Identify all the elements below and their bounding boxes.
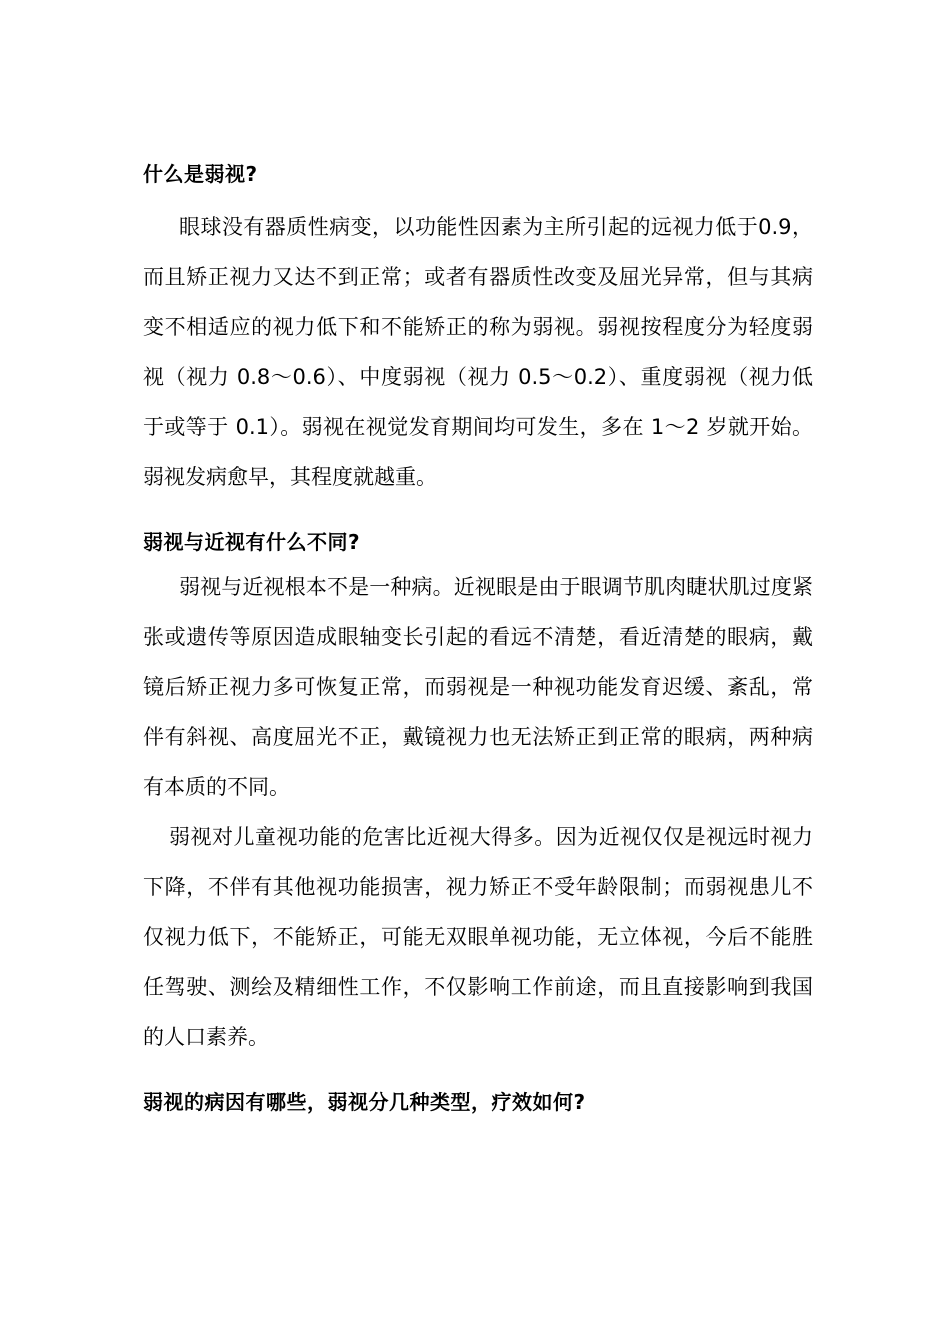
section-heading-what-is-amblyopia: 什么是弱视?: [143, 162, 258, 186]
document-body: [143, 154, 813, 1122]
paragraph-difference: 弱视与近视根本不是一种病。近视眼是由于眼调节肌肉睫状肌过度紧张或遗传等原因造成眼轴变长引起的看远不清楚，看近清楚的眼病，戴镜后矫正视力多可恢复正常，而弱视是一种视功能发育迟缓、紊乱，常伴有斜视、高度屈光不正，戴镜视力也无法矫正到正常的眼病，两种病有本质的不同。: [143, 575, 813, 799]
paragraph-harm: 弱视对儿童视功能的危害比近视大得多。因为近视仅仅是视远时视力下降，不伴有其他视功能损害，视力矫正不受年龄限制；而弱视患儿不仅视力低下，不能矫正，可能无双眼单视功能，无立体视，今后不能胜任驾驶、测绘及精细性工作，不仅影响工作前途，而且直接影响到我国的人口素养。: [143, 825, 813, 1049]
paragraph-amblyopia-definition: 眼球没有器质性病变，以功能性因素为主所引起的远视力低于0.9，而且矫正视力又达不到正常；或者有器质性改变及屈光异常，但与其病变不相适应的视力低下和不能矫正的称为弱视。弱视按程度分为轻度弱视（视力 0.8～0.6）、中度弱视（视力 0.5～0.2）、重度弱视（视力低于或等于 0.1）。弱视在视觉发育期间均可发生，多在 1～2 岁就开始。弱视发病愈早，其程度就越重。: [143, 215, 813, 489]
section-heading-causes-and-types: 弱视的病因有哪些，弱视分几种类型，疗效如何?: [143, 1090, 586, 1114]
section-heading-amblyopia-vs-myopia: 弱视与近视有什么不同?: [143, 530, 361, 554]
